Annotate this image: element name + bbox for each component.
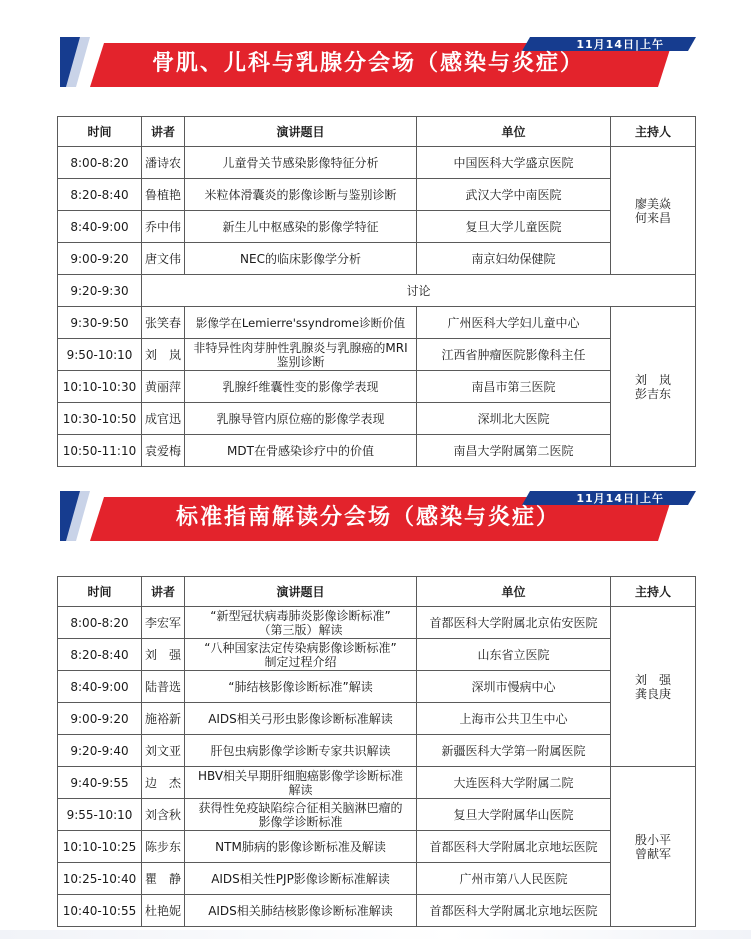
title-cell — [185, 767, 417, 799]
session-title: 骨肌、儿科与乳腺分会场（感染与炎症） — [151, 51, 584, 76]
unit-cell: 上海市公共卫生中心 — [417, 703, 611, 735]
time-cell: 10:40-10:55 — [58, 895, 142, 927]
time-cell: 9:20-9:40 — [58, 735, 142, 767]
table-row — [58, 339, 696, 371]
title-cell — [185, 607, 417, 639]
table-row — [58, 767, 696, 799]
session2-banner — [60, 491, 696, 541]
table-row — [58, 607, 696, 639]
unit-cell: 复旦大学附属华山医院 — [417, 799, 611, 831]
header-speaker: 讲者 — [142, 577, 185, 607]
unit-cell: 山东省立医院 — [417, 639, 611, 671]
title-line: 制定过程介绍 — [264, 654, 337, 669]
speaker-cell: 杜艳妮 — [142, 895, 185, 927]
table-row — [58, 735, 696, 767]
unit-cell: 广州医科大学妇儿童中心 — [417, 307, 611, 339]
title-cell: 米粒体滑囊炎的影像诊断与鉴别诊断 — [185, 179, 417, 211]
header-unit: 单位 — [417, 117, 611, 147]
time-cell: 10:25-10:40 — [58, 863, 142, 895]
unit-cell: 南昌大学附属第二医院 — [417, 435, 611, 467]
host-cell — [611, 607, 696, 767]
table-row — [58, 307, 696, 339]
time-cell: 8:40-9:00 — [58, 671, 142, 703]
time-cell: 8:40-9:00 — [58, 211, 142, 243]
title-cell: AIDS相关肺结核影像诊断标准解读 — [185, 895, 417, 927]
table-row — [58, 211, 696, 243]
title-cell — [185, 639, 417, 671]
session2-table — [57, 576, 696, 927]
table-row — [58, 371, 696, 403]
title-line: （第三版）解读 — [258, 622, 343, 637]
header-speaker: 讲者 — [142, 117, 185, 147]
session-title: 标准指南解读分会场（感染与炎症） — [175, 505, 560, 530]
time-cell: 9:00-9:20 — [58, 243, 142, 275]
table-row — [58, 243, 696, 275]
header-time: 时间 — [58, 117, 142, 147]
speaker-cell: 刘文亚 — [142, 735, 185, 767]
speaker-cell: 张笑春 — [142, 307, 185, 339]
speaker-cell: 刘含秋 — [142, 799, 185, 831]
title-cell: 儿童骨关节感染影像特征分析 — [185, 147, 417, 179]
unit-cell: 首都医科大学附属北京地坛医院 — [417, 831, 611, 863]
unit-cell: 深圳北大医院 — [417, 403, 611, 435]
host-name: 刘 强 — [634, 672, 671, 687]
table-row — [58, 895, 696, 927]
title-cell: AIDS相关弓形虫影像诊断标准解读 — [185, 703, 417, 735]
title-line: 影像学诊断标准 — [258, 814, 343, 829]
unit-cell: 江西省肿瘤医院影像科主任 — [417, 339, 611, 371]
host-name: 何来昌 — [634, 210, 671, 225]
time-cell: 8:20-8:40 — [58, 179, 142, 211]
speaker-cell: 刘 岚 — [142, 339, 185, 371]
speaker-cell: 边 杰 — [142, 767, 185, 799]
table-row — [58, 671, 696, 703]
table-row — [58, 799, 696, 831]
title-cell: AIDS相关性PJP影像诊断标准解读 — [185, 863, 417, 895]
time-cell: 9:20-9:30 — [58, 275, 142, 307]
time-cell: 9:00-9:20 — [58, 703, 142, 735]
unit-cell: 武汉大学中南医院 — [417, 179, 611, 211]
time-cell: 10:30-10:50 — [58, 403, 142, 435]
host-cell — [611, 767, 696, 927]
title-cell: 乳腺导管内原位癌的影像学表现 — [185, 403, 417, 435]
header-title: 演讲题目 — [185, 117, 417, 147]
table-header-row — [58, 577, 696, 607]
title-cell: NEC的临床影像学分析 — [185, 243, 417, 275]
header-time: 时间 — [58, 577, 142, 607]
table-row — [58, 435, 696, 467]
title-cell: “肺结核影像诊断标准”解读 — [185, 671, 417, 703]
title-line: 解读 — [288, 782, 313, 797]
header-title: 演讲题目 — [185, 577, 417, 607]
discussion-row — [58, 275, 696, 307]
header-unit: 单位 — [417, 577, 611, 607]
title-cell: 新生儿中枢感染的影像学特征 — [185, 211, 417, 243]
discussion-cell: 讨论 — [142, 275, 696, 307]
time-cell: 9:55-10:10 — [58, 799, 142, 831]
session-date: 11月14日|上午 — [576, 492, 664, 505]
unit-cell: 首都医科大学附属北京地坛医院 — [417, 895, 611, 927]
table-row — [58, 703, 696, 735]
title-line: “新型冠状病毒肺炎影像诊断标准” — [210, 608, 391, 623]
table-row — [58, 147, 696, 179]
time-cell: 9:50-10:10 — [58, 339, 142, 371]
host-cell — [611, 147, 696, 275]
time-cell: 10:50-11:10 — [58, 435, 142, 467]
title-cell — [185, 799, 417, 831]
host-name: 刘 岚 — [634, 372, 671, 387]
speaker-cell: 鲁植艳 — [142, 179, 185, 211]
speaker-cell: 乔中伟 — [142, 211, 185, 243]
table-row — [58, 639, 696, 671]
unit-cell: 南京妇幼保健院 — [417, 243, 611, 275]
speaker-cell: 成官迅 — [142, 403, 185, 435]
table-row — [58, 831, 696, 863]
title-line: HBV相关早期肝细胞癌影像学诊断标准 — [197, 768, 404, 783]
table-header-row — [58, 117, 696, 147]
speaker-cell: 李宏军 — [142, 607, 185, 639]
time-cell: 10:10-10:25 — [58, 831, 142, 863]
title-line: 获得性免疫缺陷综合征相关脑淋巴瘤的 — [198, 800, 403, 815]
time-cell: 9:40-9:55 — [58, 767, 142, 799]
host-name: 彭吉东 — [634, 386, 671, 401]
table-row — [58, 403, 696, 435]
speaker-cell: 刘 强 — [142, 639, 185, 671]
unit-cell: 广州市第八人民医院 — [417, 863, 611, 895]
header-host: 主持人 — [611, 577, 696, 607]
title-cell: MDT在骨感染诊疗中的价值 — [185, 435, 417, 467]
time-cell: 8:20-8:40 — [58, 639, 142, 671]
unit-cell: 大连医科大学附属二院 — [417, 767, 611, 799]
title-cell: 乳腺纤维囊性变的影像学表现 — [185, 371, 417, 403]
host-name: 廖美焱 — [634, 196, 671, 211]
unit-cell: 新疆医科大学第一附属医院 — [417, 735, 611, 767]
unit-cell: 南昌市第三医院 — [417, 371, 611, 403]
title-line: 鉴别诊断 — [276, 354, 325, 369]
title-cell: NTM肺病的影像诊断标准及解读 — [185, 831, 417, 863]
title-cell: 影像学在Lemierre'ssyndrome诊断价值 — [185, 307, 417, 339]
title-line: “八种国家法定传染病影像诊断标准” — [204, 640, 397, 655]
table-row — [58, 863, 696, 895]
host-name: 龚良庚 — [634, 686, 671, 701]
host-name: 殷小平 — [634, 832, 671, 847]
host-name: 曾献军 — [634, 846, 671, 861]
unit-cell: 中国医科大学盛京医院 — [417, 147, 611, 179]
time-cell: 8:00-8:20 — [58, 607, 142, 639]
bottom-decoration — [0, 930, 751, 939]
speaker-cell: 陈步东 — [142, 831, 185, 863]
table-row — [58, 179, 696, 211]
speaker-cell: 袁爱梅 — [142, 435, 185, 467]
speaker-cell: 施裕新 — [142, 703, 185, 735]
speaker-cell: 瞿 静 — [142, 863, 185, 895]
speaker-cell: 黄丽萍 — [142, 371, 185, 403]
session1-table — [57, 116, 696, 467]
title-cell — [185, 339, 417, 371]
host-cell — [611, 307, 696, 467]
unit-cell: 复旦大学儿童医院 — [417, 211, 611, 243]
session-date: 11月14日|上午 — [576, 38, 664, 51]
speaker-cell: 唐文伟 — [142, 243, 185, 275]
unit-cell: 首都医科大学附属北京佑安医院 — [417, 607, 611, 639]
time-cell: 9:30-9:50 — [58, 307, 142, 339]
title-line: 非特异性肉芽肿性乳腺炎与乳腺癌的MRI — [193, 340, 408, 355]
speaker-cell: 潘诗农 — [142, 147, 185, 179]
unit-cell: 深圳市慢病中心 — [417, 671, 611, 703]
time-cell: 8:00-8:20 — [58, 147, 142, 179]
time-cell: 10:10-10:30 — [58, 371, 142, 403]
session1-banner — [60, 37, 696, 87]
header-host: 主持人 — [611, 117, 696, 147]
title-cell: 肝包虫病影像学诊断专家共识解读 — [185, 735, 417, 767]
speaker-cell: 陆普选 — [142, 671, 185, 703]
